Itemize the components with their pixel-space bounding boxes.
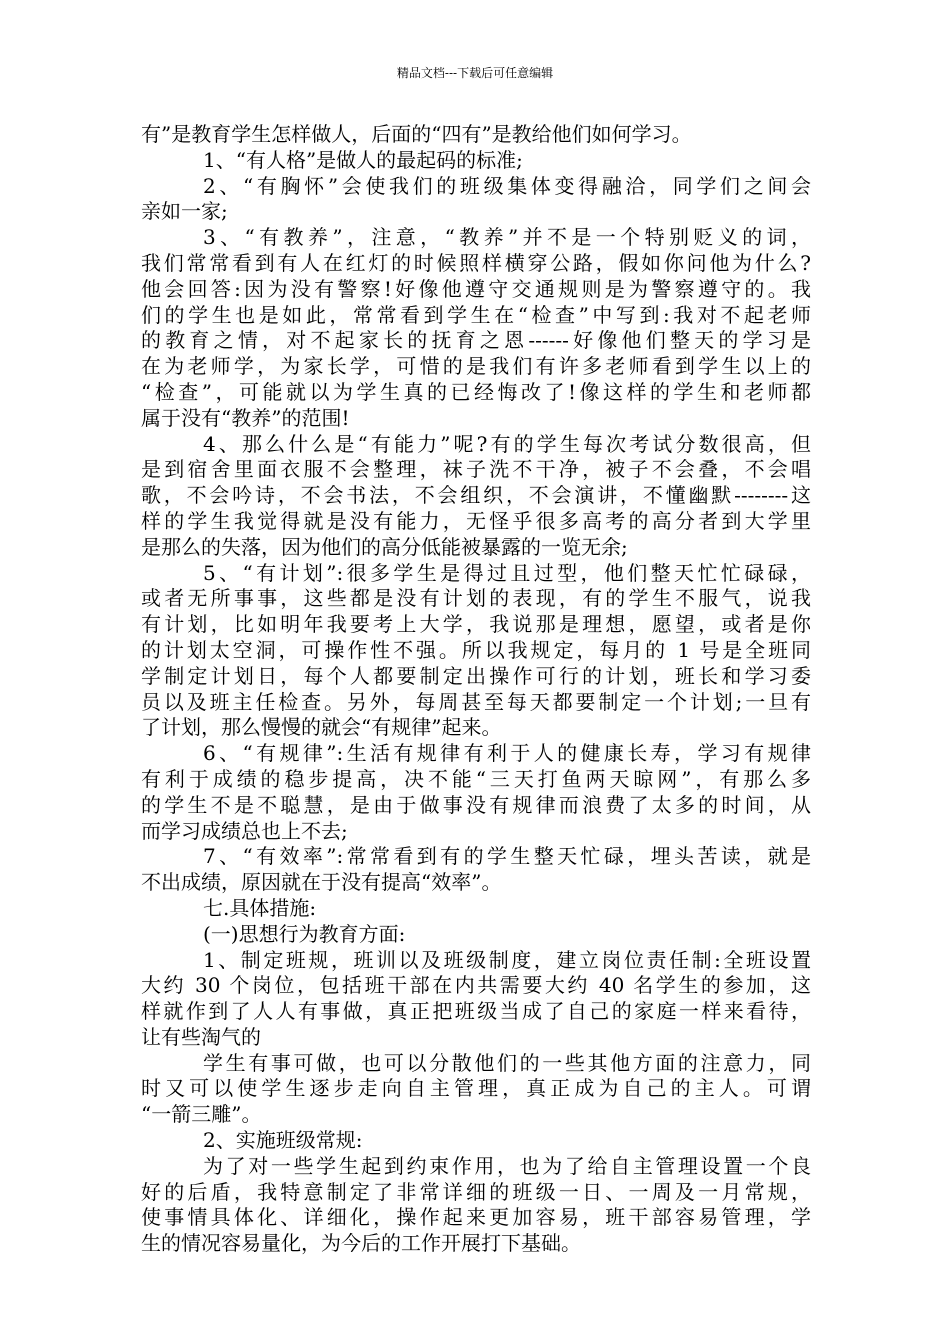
text-line: 亲如一家; [141,199,228,224]
text-line: 6、“有规律”:生活有规律有利于人的健康长寿，学习有规律 [203,741,811,766]
text-line: 学制定计划日，每个人都要制定出操作可行的计划，班长和学习委 [141,663,811,688]
text-line: (一)思想行为教育方面: [203,921,406,946]
text-line: 2、“有胸怀”会使我们的班级集体变得融洽，同学们之间会 [203,173,811,198]
text-line: 1、制定班规，班训以及班级制度，建立岗位责任制:全班设置 [203,947,811,972]
text-line: 的计划太空洞，可操作性不强。所以我规定，每月的 1 号是全班同 [141,637,811,662]
text-line: 们的学生也是如此，常常看到学生在“检查”中写到:我对不起老师 [141,302,811,327]
text-line: 大约 30 个岗位，包括班干部在内共需要大约 40 名学生的参加，这 [141,973,811,998]
text-line: 为了对一些学生起到约束作用，也为了给自主管理设置一个良 [203,1153,811,1178]
text-line: 不出成绩，原因就在于没有提高“效率”。 [141,870,502,895]
text-line: 3、“有教养”，注意，“教养”并不是一个特别贬义的词， [203,225,811,250]
text-line: 样的学生我觉得就是没有能力，无怪乎很多高考的高分者到大学里 [141,508,811,533]
text-line: 是到宿舍里面衣服不会整理，袜子洗不干净，被子不会叠，不会唱 [141,457,811,482]
text-line: 样就作到了人人有事做，真正把班级当成了自己的家庭一样来看待， [141,999,811,1024]
text-line: 学生有事可做，也可以分散他们的一些其他方面的注意力，同 [203,1050,811,1075]
text-line: 的教育之情，对不起家长的抚育之恩------好像他们整天的学习是 [141,328,811,353]
text-line: 有”是教育学生怎样做人，后面的“四有”是教给他们如何学习。 [141,122,692,146]
text-line: 有利于成绩的稳步提高，决不能“三天打鱼两天晾网”，有那么多 [141,766,811,791]
text-line: 7、“有效率”:常常看到有的学生整天忙碌，埋头苦读，就是 [203,844,811,869]
text-line: 5、“有计划”:很多学生是得过且过型，他们整天忙忙碌碌， [203,560,811,585]
text-line: “检查”，可能就以为学生真的已经悔改了!像这样的学生和老师都 [141,379,811,404]
text-line: 4、那么什么是“有能力”呢?有的学生每次考试分数很高，但 [203,431,811,456]
text-line: 属于没有“教养”的范围! [141,405,350,430]
page-header: 精品文档---下载后可任意编辑 [396,66,554,80]
text-line: “一箭三雕”。 [141,1102,262,1127]
text-line: 生的情况容易量化，为今后的工作开展打下基础。 [141,1231,581,1256]
text-line: 的学生不是不聪慧，是由于做事没有规律而浪费了太多的时间，从 [141,792,811,817]
body-text [141,122,811,1257]
text-line: 七.具体措施: [203,895,317,920]
text-line: 而学习成绩总也上不去; [141,818,348,843]
text-line: 时又可以使学生逐步走向自主管理，真正成为自己的主人。可谓 [141,1076,811,1101]
text-line: 在为老师学，为家长学，可惜的是我们有许多老师看到学生以上的 [141,354,811,379]
text-line: 员以及班主任检查。另外，每周甚至每天都要制定一个计划;一旦有 [141,689,811,714]
text-line: 2、实施班级常规: [203,1128,363,1153]
text-line: 是那么的失落，因为他们的高分低能被暴露的一览无余; [141,534,628,559]
text-line: 有计划，比如明年我要考上大学，我说那是理想，愿望，或者是你 [141,612,811,637]
text-line: 1、“有人格”是做人的最起码的标准; [203,147,523,172]
text-line: 好的后盾，我特意制定了非常详细的班级一日、一周及一月常规， [141,1179,811,1204]
text-line: 他会回答:因为没有警察!好像他遵守交通规则是为警察遵守的。我 [141,276,811,301]
text-line: 让有些淘气的 [141,1024,261,1049]
text-line: 歌，不会吟诗，不会书法，不会组织，不会演讲，不懂幽默--------这 [141,483,811,508]
text-line: 了计划，那么慢慢的就会“有规律”起来。 [141,715,502,740]
text-line: 我们常常看到有人在红灯的时候照样横穿公路，假如你问他为什么? [141,250,811,275]
text-line: 或者无所事事，这些都是没有计划的表现，有的学生不服气，说我 [141,586,811,611]
text-line: 使事情具体化、详细化，操作起来更加容易，班干部容易管理，学 [141,1205,811,1230]
